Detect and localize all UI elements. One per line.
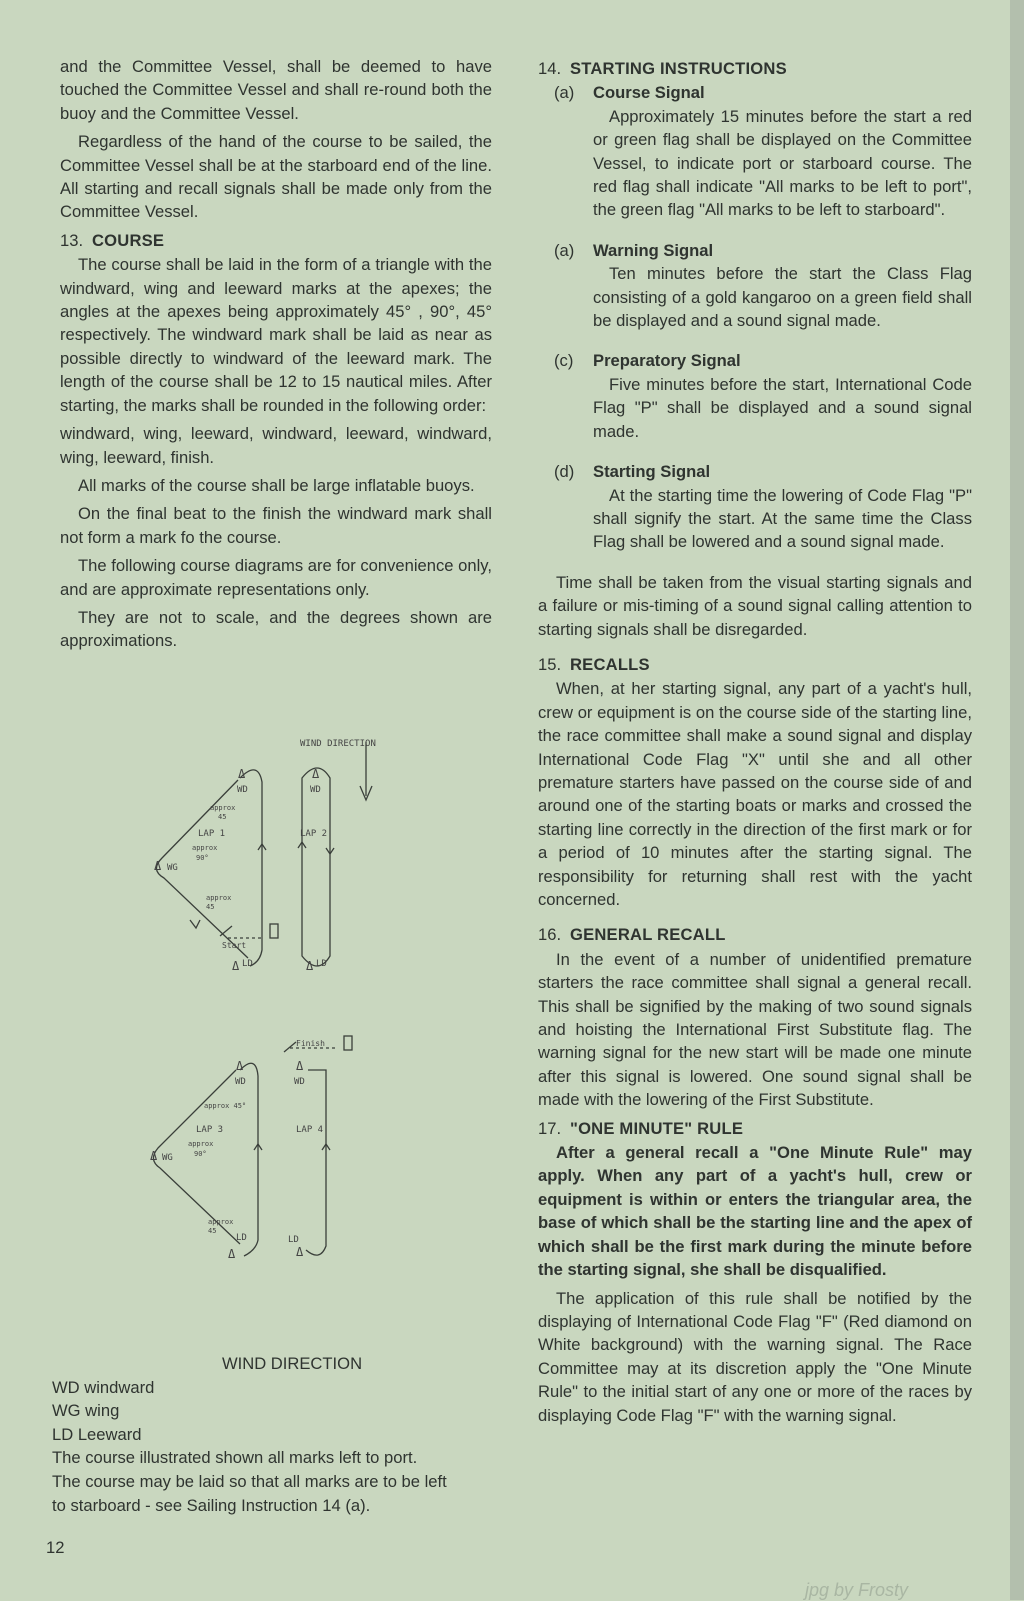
paragraph: and the Committee Vessel, shall be deemed to have touched the Committee Vessel and shall re-round both the buoy and the Committee Vessel. xyxy=(60,57,492,123)
section-number: 15. xyxy=(538,654,562,674)
diagram-wind-label: WIND DIRECTION xyxy=(300,739,376,749)
mark-icon: Δ xyxy=(312,767,320,781)
subsection-body: Five minutes before the start, International Code Flag "P" shall be displayed and a sound signal made. xyxy=(593,374,972,441)
paragraph: When, at her starting signal, any part of a yacht's hull, crew or equipment is on the course side of the starting line, the race committee shall make a sound signal and display International Code Flag "X" until she and all other premature starters have passed on the course side of and around one of the starting boats or marks and crossed the starting line correctly in the direction of the first mark or for a period of 10 minutes after the starting signal. The responsibility for returning shall rest with the yacht concerned. xyxy=(538,679,972,909)
label-wg: WG xyxy=(167,863,178,873)
subsection-body: Ten minutes before the start the Class Flag consisting of a gold kangaroo on a green field shall be displayed and a sound signal made. xyxy=(593,264,972,331)
mark-icon: Δ xyxy=(236,1059,244,1073)
mark-icon: Δ xyxy=(306,959,314,973)
label-lap3: LAP 3 xyxy=(196,1125,224,1135)
subsection-starting-signal xyxy=(538,460,972,554)
legend-wg: WG wing xyxy=(52,1401,120,1421)
paragraph: The course shall be laid in the form of a triangle with the windward, wing and leeward marks at the apexes; the angles at the apexes being approximately 45° , 90°, 45° respectively. The windward mark shall be laid as near as possible directly to windward of the leeward mark. The length of the course shall be 12 to 15 nautical miles. After starting, the marks shall be rounded in the following order: xyxy=(60,255,492,415)
lap3-leg-wd-ld xyxy=(240,1063,258,1256)
left-column xyxy=(60,55,492,658)
mark-icon: Δ xyxy=(232,959,240,973)
label-wd: WD xyxy=(294,1077,305,1087)
section-number: 16. xyxy=(538,925,562,945)
subsection-course-signal xyxy=(538,81,972,221)
legend-ld: LD Leeward xyxy=(52,1424,142,1444)
lap4-leg xyxy=(306,1070,326,1255)
right-column xyxy=(538,57,972,1432)
mark-icon: Δ xyxy=(150,1149,158,1163)
mark-icon: Δ xyxy=(228,1247,236,1261)
label-approx: approx xyxy=(192,844,218,852)
paragraph: The application of this rule shall be notified by the displaying of International Code Flag "F" (Red diamond on White background) with the warning signal. The Race Committee may at its discretion apply the "One Minute Rule" to the initial start of any one or more of the races by displaying Code Flag "F" with the warning signal. xyxy=(538,1288,972,1425)
section-title: RECALLS xyxy=(570,654,650,674)
subsection-label: (d) xyxy=(554,462,575,482)
paragraph: They are not to scale, and the degrees shown are approximations. xyxy=(60,607,492,651)
label-start: Start xyxy=(222,941,247,950)
legend-note: The course may be laid so that all marks are to be left xyxy=(52,1471,447,1491)
section-heading-13 xyxy=(60,229,492,252)
section-title: STARTING INSTRUCTIONS xyxy=(570,59,787,78)
section-number: 14. xyxy=(538,59,562,78)
label-approx: approx xyxy=(206,894,232,902)
watermark: jpg by Frosty xyxy=(805,1580,909,1600)
label-45: 45 xyxy=(218,813,227,821)
mark-icon: Δ xyxy=(238,767,246,781)
label-wd: WD xyxy=(237,785,248,795)
section-heading-16 xyxy=(538,923,972,946)
subsection-warning-signal xyxy=(538,239,972,333)
label-45: 45 xyxy=(208,1227,217,1235)
subsection-title: Warning Signal xyxy=(593,240,714,260)
label-lap4: LAP 4 xyxy=(296,1125,324,1135)
section-number: 17. xyxy=(538,1118,562,1138)
legend-title: WIND DIRECTION xyxy=(221,1354,363,1373)
section-title: "ONE MINUTE" RULE xyxy=(570,1118,744,1138)
subsection-title: Preparatory Signal xyxy=(593,351,741,371)
course-diagram-svg xyxy=(140,730,400,1330)
lap2-loop xyxy=(302,768,330,966)
course-diagrams xyxy=(140,730,400,1335)
paragraph: On the final beat to the finish the windward mark shall not form a mark fo the course. xyxy=(60,504,492,547)
section-number: 13. xyxy=(60,230,84,250)
section-heading-15 xyxy=(538,653,972,676)
label-approx: approx xyxy=(188,1140,214,1148)
subsection-label: (a) xyxy=(554,240,575,260)
section-heading-17 xyxy=(538,1117,972,1140)
subsection-label: (a) xyxy=(554,83,575,103)
label-ld: LD xyxy=(236,1233,247,1243)
mark-icon: Δ xyxy=(296,1245,304,1259)
label-lap1: LAP 1 xyxy=(198,829,226,839)
label-wd: WD xyxy=(235,1077,246,1087)
label-approx: approx xyxy=(208,1218,234,1226)
paragraph: All marks of the course shall be large inflatable buoys. xyxy=(78,475,475,495)
section-title: GENERAL RECALL xyxy=(570,925,726,945)
legend-note: The course illustrated shown all marks left to port. xyxy=(52,1448,418,1468)
subsection-title: Course Signal xyxy=(593,83,705,103)
page-number: 12 xyxy=(46,1538,65,1557)
paragraph-bold: After a general recall a "One Minute Rule" may apply. When any part of a yacht's hull, crew or equipment is within or enters the triangular area, the base of which shall be the starting line and the apex of which shall be the first mark during the minute before the starting signal, she shall be disqualified. xyxy=(538,1143,972,1280)
label-45: 45 xyxy=(206,903,215,911)
section-heading-14 xyxy=(538,57,972,80)
page-edge xyxy=(1010,0,1024,1600)
subsection-body: At the starting time the lowering of Code Flag "P" shall signify the start. At the same time the Class Flag shall be lowered and a sound signal made. xyxy=(593,485,972,552)
paragraph: The following course diagrams are for convenience only, and are approximate representations only. xyxy=(60,556,492,599)
label-ld: LD xyxy=(316,959,327,969)
paragraph: Regardless of the hand of the course to be sailed, the Committee Vessel shall be at the starboard end of the line. All starting and recall signals shall be made only from the Committee Vessel. xyxy=(60,132,492,222)
rounding-order: windward, wing, leeward, windward, leeward, windward, wing, leeward, finish. xyxy=(60,424,492,467)
label-90: 90° xyxy=(194,1150,207,1158)
lap1-leg-wd-ld xyxy=(240,770,262,966)
subsection-label: (c) xyxy=(554,351,574,371)
label-approx45: approx 45° xyxy=(204,1102,247,1110)
label-ld: LD xyxy=(242,959,253,969)
subsection-body: Approximately 15 minutes before the start a red or green flag shall be displayed on the Committee Vessel, to indicate port or starboard course. The red flag shall indicate "All marks to be left to port", the green flag "All marks to be left to starboard". xyxy=(593,106,972,220)
label-approx: approx xyxy=(210,804,236,812)
diagram-legend xyxy=(52,1352,492,1517)
label-90: 90° xyxy=(196,854,209,862)
subsection-preparatory-signal xyxy=(538,349,972,443)
legend-wd: WD windward xyxy=(52,1377,155,1397)
mark-icon: Δ xyxy=(296,1059,304,1073)
label-wg: WG xyxy=(162,1153,173,1163)
subsection-title: Starting Signal xyxy=(593,462,711,482)
label-lap2: LAP 2 xyxy=(300,829,328,839)
label-finish: Finish xyxy=(296,1039,325,1048)
section-title: COURSE xyxy=(92,230,165,250)
legend-note: to starboard - see Sailing Instruction 14 (a). xyxy=(52,1495,371,1515)
paragraph: In the event of a number of unidentified premature starters the race committee shall signal a general recall. This shall be signified by the making of two sound signals and hoisting the International First Substitute flag. The warning signal for the new start will be made one minute after this signal is lowered. One sound signal shall be made with the lowering of the First Substitute. xyxy=(538,949,972,1110)
paragraph: Time shall be taken from the visual starting signals and a failure or mis-timing of a sound signal calling attention to starting signals shall be disregarded. xyxy=(538,572,972,639)
label-wd: WD xyxy=(310,785,321,795)
mark-icon: Δ xyxy=(154,859,162,873)
label-ld: LD xyxy=(288,1235,299,1245)
